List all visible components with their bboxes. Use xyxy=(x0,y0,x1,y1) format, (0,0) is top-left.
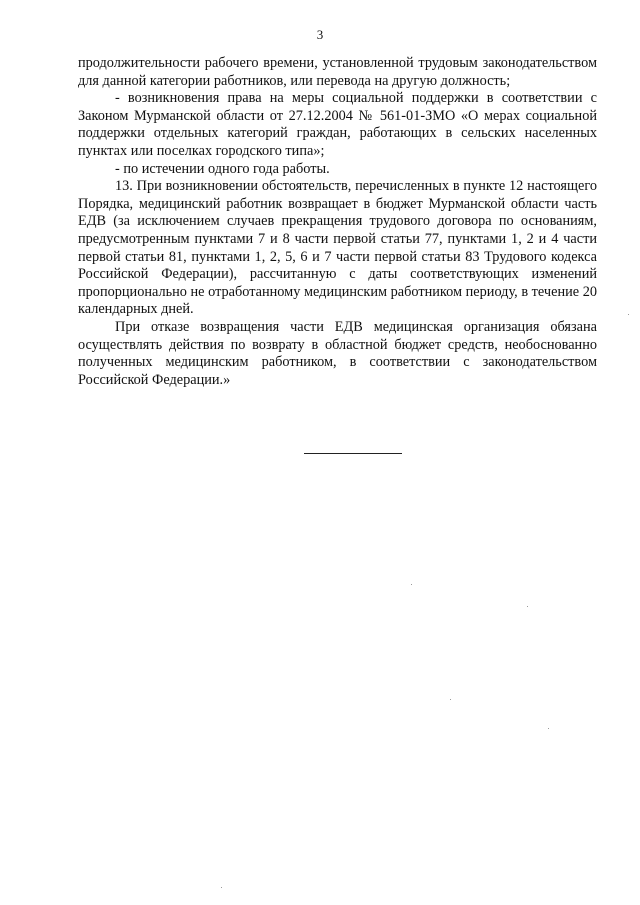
scan-speck xyxy=(411,584,412,585)
closing-rule xyxy=(304,453,402,454)
document-body xyxy=(78,55,597,389)
scan-speck xyxy=(548,728,549,729)
scan-speck xyxy=(221,887,222,888)
scan-speck xyxy=(527,606,528,607)
paragraph-working-time-continuation: продолжительности рабочего времени, установленной трудовым законодательством для данной категории работников, или перевода на другую должность; xyxy=(78,55,597,89)
paragraph-clause-13: 13. При возникновении обстоятельств, перечисленных в пункте 12 настоящего Порядка, медицинский работник возвращает в бюджет Мурманской области часть ЕДВ (за исключением случаев прекращения трудового договора по основаниям, предусмотренным пунктами 7 и 8 части первой статьи 77, пунктами 1, 2 и 4 части первой статьи 81, пунктами 1, 2, 5, 6 и 7 части первой статьи 83 Трудового кодекса Российской Федерации), рассчитанную с даты соответствующих изменений пропорционально не отработанному медицинским работником периоду, в течение 20 календарных дней. xyxy=(78,178,597,318)
paragraph-refusal-to-return: При отказе возвращения части ЕДВ медицинская организация обязана осуществлять действия по возврату в областной бюджет средств, необоснованно полученных медицинским работником, в соответствии с законодательством Российской Федерации.» xyxy=(78,318,597,388)
scan-speck xyxy=(628,314,629,315)
scan-speck xyxy=(450,699,451,700)
page-number: 3 xyxy=(316,27,324,42)
paragraph-social-support-right: - возникновения права на меры социальной поддержки в соответствии с Законом Мурманской области от 27.12.2004 № 561-01-ЗМО «О мерах социальной поддержки отдельных категорий граждан, работающих в сельских населенных пунктах или поселках городского типа»; xyxy=(78,90,597,159)
paragraph-one-year-expiry: - по истечении одного года работы. xyxy=(115,160,330,177)
